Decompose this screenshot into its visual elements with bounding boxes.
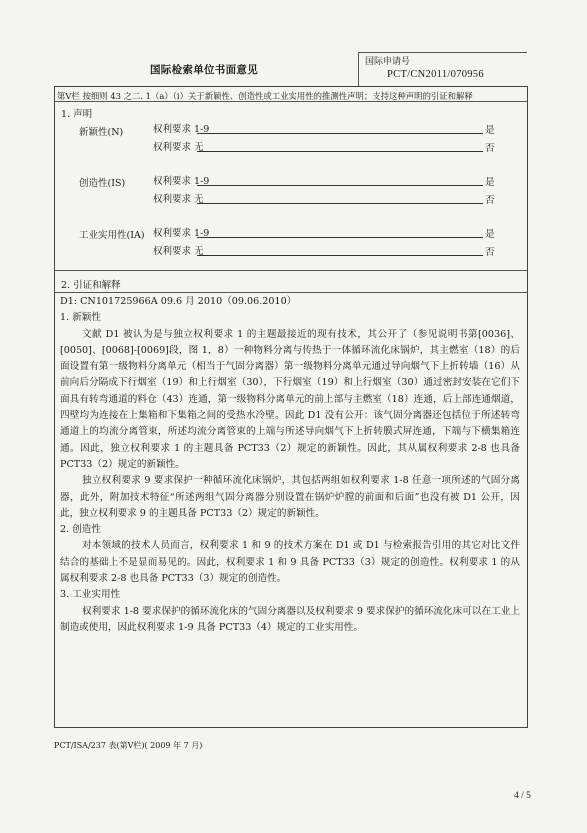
underline — [197, 151, 483, 152]
inventive-step-heading: 2. 创造性 — [60, 524, 101, 536]
statement-section-title: 1. 声明 — [61, 109, 93, 120]
novelty-heading: 1. 新颖性 — [60, 312, 101, 324]
divider — [55, 101, 527, 102]
inventive-step-paragraph: 对本领域的技术人员而言，权利要求 1 和 9 的技术方案在 D1 或 D1 与检索报告引用的其它对比文件结合的基础上不是显而易见的。因此，权利要求 1 和 9 具备 PCT33（3）规定的创造性。权利要求 1 的从属权利要求 2-8 也具备 PCT33（3）规定的创造性。 — [60, 540, 520, 585]
application-number-box — [358, 52, 527, 87]
citations-section-title: 2. 引证和解释 — [61, 280, 121, 291]
industrial-applicability-paragraph: 权利要求 1-8 要求保护的循环流化床的气固分离器以及权利要求 9 要求保护的循环流化床可以在工业上制造或使用，因此权利要求 1-9 具备 PCT33（4）规定的工业实用性。 — [60, 605, 520, 633]
novelty-label: 新颖性(N) — [79, 127, 124, 138]
explanation-body — [60, 294, 520, 636]
box-v-frame — [54, 86, 528, 728]
inventive-step-label: 创造性(IS) — [79, 178, 126, 189]
underline — [197, 255, 483, 256]
inventive-step-yes: 是 — [485, 177, 495, 188]
novelty-yes: 是 — [485, 125, 495, 136]
underline — [197, 185, 483, 186]
inventive-step-no: 否 — [485, 195, 495, 206]
inventive-step-claims-no: 权利要求 无 — [153, 194, 204, 205]
underline — [197, 133, 483, 134]
application-number: PCT/CN2011/070956 — [387, 69, 484, 80]
page-number: 4 / 5 — [514, 791, 531, 801]
underline — [197, 237, 483, 238]
divider — [55, 270, 527, 271]
novelty-claims-no: 权利要求 无 — [153, 142, 204, 153]
document-title: 国际检索单位书面意见 — [150, 64, 258, 76]
form-identifier: PCT/ISA/237 表(第V栏)( 2009 年 7 月) — [54, 741, 203, 750]
novelty-paragraph-2: 独立权利要求 9 要求保护一种循环流化床锅炉，其包括两组如权利要求 1-8 任意一项所述的气固分离器，此外，附加技术特征“所述两组气固分离器分别设置在锅炉炉膛的前面和后面”也没有被 D1 公开，因此，独立权利要求 9 的主题具备 PCT33（2）规定的新颖性。 — [60, 475, 520, 519]
industrial-applicability-claims-yes: 权利要求 1-9 — [153, 228, 210, 239]
novelty-no: 否 — [485, 143, 495, 154]
citation-d1: D1: CN101725966A 09.6 月 2010（09.06.2010） — [60, 296, 297, 307]
industrial-applicability-heading: 3. 工业实用性 — [60, 589, 121, 601]
novelty-claims-yes: 权利要求 1-9 — [153, 124, 210, 135]
box-v-title: 第V栏 按细则 43 之二. 1（a）（i）关于新颖性、创造性或工业实用性的推测性声明；支持这种声明的引证和解释 — [57, 91, 473, 101]
divider — [55, 292, 527, 293]
industrial-applicability-claims-no: 权利要求 无 — [153, 246, 204, 257]
industrial-applicability-yes: 是 — [485, 229, 495, 240]
industrial-applicability-no: 否 — [485, 247, 495, 258]
novelty-paragraph-1: 文献 D1 被认为是与独立权利要求 1 的主题最接近的现有技术，其公开了（参见说明书第[0036]、[0050]、[0068]-[0069]段，图 1，8）一种物料分离与传热于一体循环流化床锅炉，其主燃室（18）的后面设置有第一级物料分离单元（相当于气固分离器）第一级物料分离单元通过导向烟气下上折转墙（16）从前向后分隔成下行烟室（19）和上行烟室（30），下行烟室（19）和上行烟室（30）通过密封安装在它们下面具有转弯通道的料仓（43）连通，第一级物料分离单元的前上部与主燃室（18）连通，后上部连通烟道，四壁均为连接在上集箱和下集箱之间的受热水冷壁。因此 D1 没有公开：该气固分离器还包括位于所述转弯通道上的均流分离管束，所述均流分离管束的上端与所述导向烟气下上折转膜式屏连通，下端与下横集箱连通。因此，独立权利要求 1 的主题具备 PCT33（2）规定的新颖性。因此，其从属权利要求 2-8 也具备 PCT33（2）规定的新颖性。 — [60, 328, 520, 470]
application-number-label: 国际申请号 — [365, 57, 411, 67]
underline — [197, 203, 483, 204]
industrial-applicability-label: 工业实用性(IA) — [79, 230, 145, 241]
inventive-step-claims-yes: 权利要求 1-9 — [153, 176, 210, 187]
